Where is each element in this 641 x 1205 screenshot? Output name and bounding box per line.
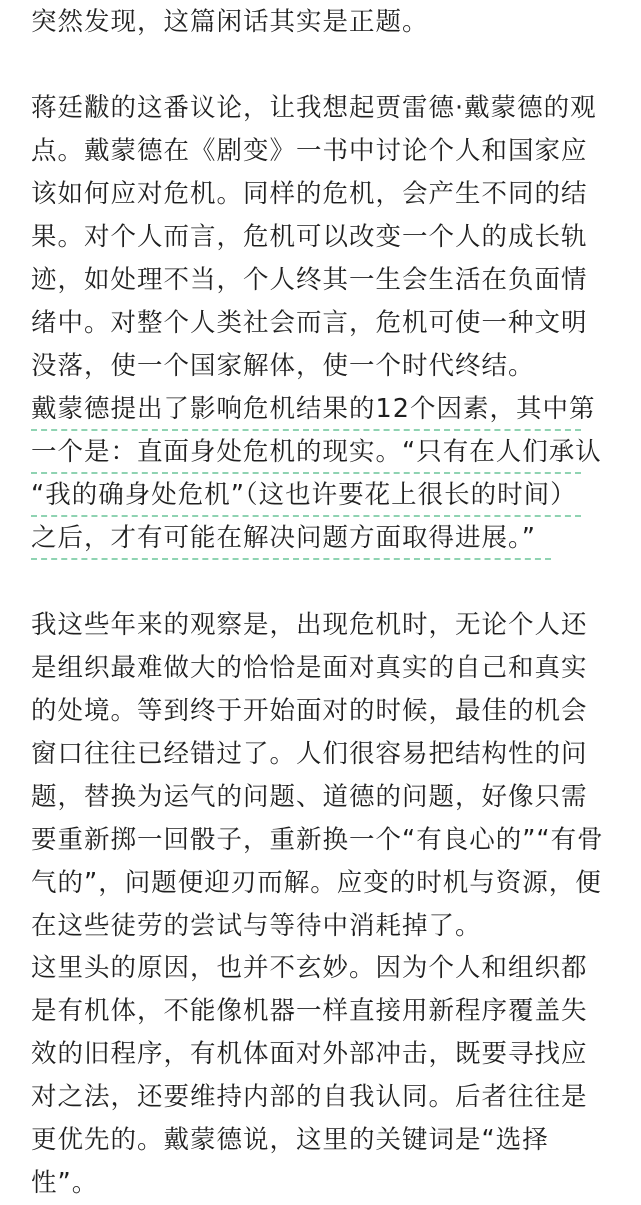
paragraph-5: 这里头的原因，也并不玄妙。因为个人和组织都 是有机体，不能像机器一样直接用新程序覆盖失 效的旧程序，有机体面对外部冲击，既要寻找应 对之法，还要维持内部的自我认同。后者往往是 更优先的。戴蒙德说，这里的关键词是“选择 性”。 xyxy=(31,953,588,1198)
highlighted-quote-paragraph[interactable]: 戴蒙德提出了影响危机结果的12个因素，其中第 一个是：直面身处危机的现实。“只有在人们承认 “我的确身处危机”（这也许要花上很长的时间） 之后，才有可能在解决问题方面取得进展。” xyxy=(31,394,602,553)
paragraph-1: 突然发现，这篇闲话其实是正题。 xyxy=(31,7,429,37)
paragraph-2: 蒋廷黻的这番议论，让我想起贾雷德·戴蒙德的观 点。戴蒙德在《剧变》一书中讨论个人和国家应 该如何应对危机。同样的危机，会产生不同的结 果。对个人而言，危机可以改变一个人的成长轨 迹，如处理不当，个人终其一生会生活在负面情 绪中。对整个人类社会而言，危机可使一种文明 没落，使一个国家解体，使一个时代终结。 xyxy=(31,93,597,381)
paragraph-4: 我这些年来的观察是，出现危机时，无论个人还 是组织最难做大的恰恰是面对真实的自己和真实 的处境。等到终于开始面对的时候，最佳的机会 窗口往往已经错过了。人们很容易把结构性的问 题，替换为运气的问题、道德的问题，好像只需 要重新掷一回骰子，重新换一个“有良心的”“有骨 气的”，问题便迎刃而解。应变的时机与资源，便 在这些徒劳的尝试与等待中消耗掉了。 xyxy=(31,610,604,941)
